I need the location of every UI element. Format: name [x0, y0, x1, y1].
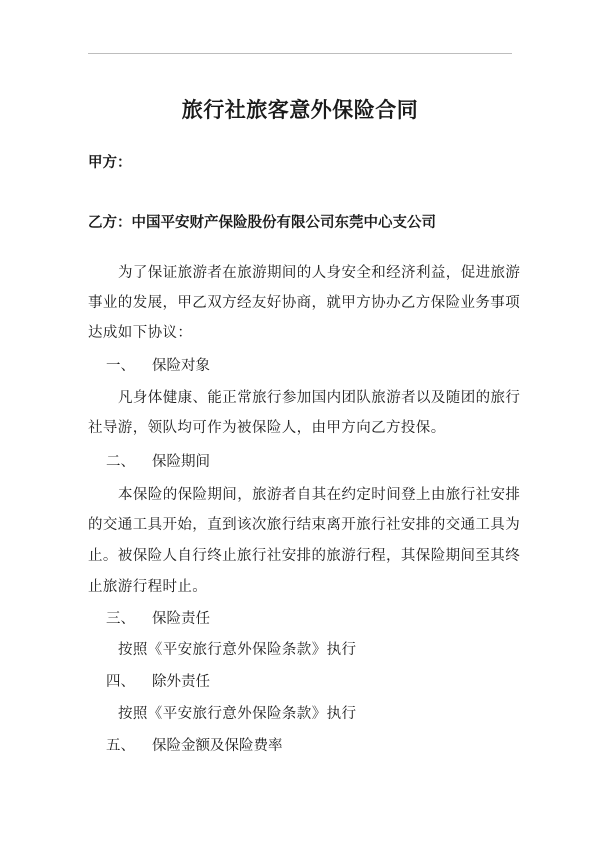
top-divider: [88, 53, 512, 54]
section-1-number: 一、: [106, 358, 135, 374]
intro-line-1: 为了保证旅游者在旅游期间的人身安全和经济利益，促进旅游: [118, 265, 521, 281]
document-title: 旅行社旅客意外保险合同: [181, 98, 419, 122]
section-2-line-1: 本保险的保险期间，旅游者自其在约定时间登上由旅行社安排: [118, 487, 521, 503]
party-b-label: 乙方：中国平安财产保险股份有限公司东莞中心支公司: [88, 214, 436, 231]
section-3-line-1: 按照《平安旅行意外保险条款》执行: [118, 642, 357, 658]
intro-line-3: 达成如下协议：: [88, 325, 193, 341]
section-2-title: 保险期间: [152, 454, 210, 470]
section-4-line-1: 按照《平安旅行意外保险条款》执行: [118, 706, 357, 722]
section-5-number: 五、: [106, 738, 135, 754]
section-2-number: 二、: [106, 454, 135, 470]
section-5-title: 保险金额及保险费率: [152, 738, 283, 754]
section-1-title: 保险对象: [152, 358, 210, 374]
section-1-line-2: 社导游，领队均可作为被保险人，由甲方向乙方投保。: [88, 420, 446, 436]
section-2-line-4: 止旅游行程时止。: [88, 579, 208, 595]
party-a-label: 甲方：: [88, 154, 132, 171]
section-3-title: 保险责任: [152, 611, 210, 627]
section-2-line-2: 的交通工具开始，直到该次旅行结束离开旅行社安排的交通工具为: [88, 517, 521, 533]
section-3-number: 三、: [106, 611, 135, 627]
section-4-title: 除外责任: [152, 674, 210, 690]
section-5-heading: [106, 736, 283, 756]
section-4-number: 四、: [106, 674, 135, 690]
intro-line-2: 事业的发展，甲乙双方经友好协商，就甲方协办乙方保险业务事项: [88, 295, 521, 311]
section-3-heading: [106, 609, 210, 629]
section-4-heading: [106, 672, 210, 692]
section-1-line-1: 凡身体健康、能正常旅行参加国内团队旅游者以及随团的旅行: [118, 390, 521, 406]
section-2-heading: [106, 452, 210, 472]
section-2-line-3: 止。被保险人自行终止旅行社安排的旅游行程，其保险期间至其终: [88, 548, 521, 564]
section-1-heading: [106, 356, 210, 376]
